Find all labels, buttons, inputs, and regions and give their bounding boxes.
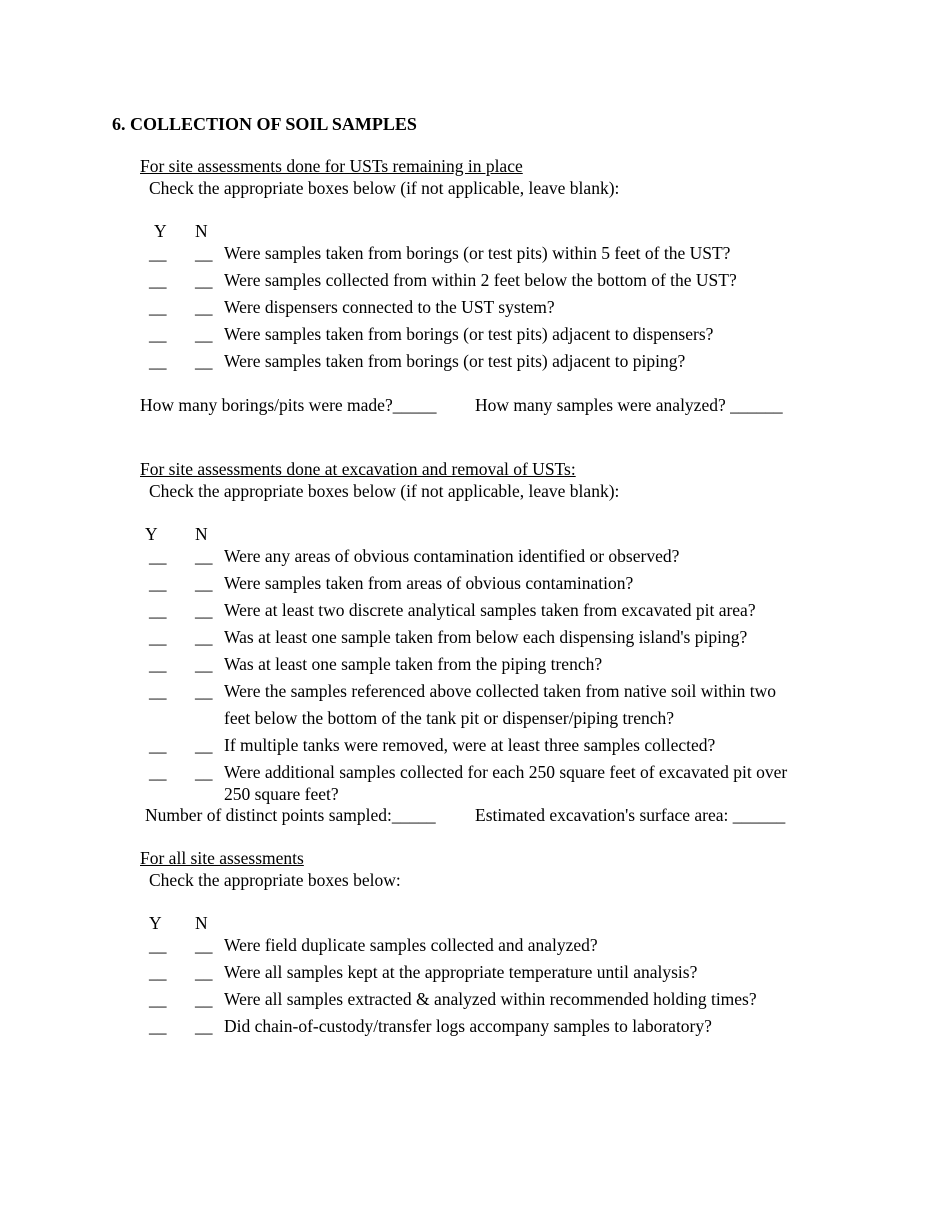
checkbox-y[interactable]: __ [149,1016,167,1036]
question-text: Did chain-of-custody/transfer logs accompany samples to laboratory? [224,1016,712,1036]
checkbox-y[interactable]: __ [149,600,167,620]
section-1-col-n: N [195,221,208,241]
checkbox-y[interactable]: __ [149,989,167,1009]
section-2-instruction: Check the appropriate boxes below (if not applicable, leave blank): [149,481,620,501]
checkbox-y[interactable]: __ [149,546,167,566]
section-2-col-n: N [195,524,208,544]
checkbox-y[interactable]: __ [149,762,167,782]
question-text: Were samples taken from areas of obvious contamination? [224,573,634,593]
checkbox-y[interactable]: __ [149,935,167,955]
checkbox-y[interactable]: __ [149,297,167,317]
question-text: Were at least two discrete analytical samples taken from excavated pit area? [224,600,756,620]
question-text: Were dispensers connected to the UST system? [224,297,555,317]
checkbox-y[interactable]: __ [149,243,167,263]
checkbox-y[interactable]: __ [149,681,167,701]
checkbox-n[interactable]: __ [195,297,213,317]
checkbox-y[interactable]: __ [149,627,167,647]
question-text: Were samples collected from within 2 feet below the bottom of the UST? [224,270,737,290]
section-3-col-y: Y [149,913,162,933]
checkbox-y[interactable]: __ [149,962,167,982]
checkbox-n[interactable]: __ [195,324,213,344]
question-text: Were samples taken from borings (or test pits) adjacent to dispensers? [224,324,714,344]
surface-area-field[interactable]: Estimated excavation's surface area: ______ [475,805,786,825]
question-text: If multiple tanks were removed, were at least three samples collected? [224,735,716,755]
checkbox-n[interactable]: __ [195,270,213,290]
question-text: Were the samples referenced above collected taken from native soil within two [224,681,777,701]
checkbox-y[interactable]: __ [149,270,167,290]
question-text: Were all samples extracted & analyzed within recommended holding times? [224,989,757,1009]
checkbox-n[interactable]: __ [195,735,213,755]
section-3-instruction: Check the appropriate boxes below: [149,870,401,890]
checkbox-n[interactable]: __ [195,600,213,620]
checkbox-y[interactable]: __ [149,654,167,674]
checkbox-n[interactable]: __ [195,989,213,1009]
checkbox-n[interactable]: __ [195,654,213,674]
checkbox-n[interactable]: __ [195,243,213,263]
page-title: 6. COLLECTION OF SOIL SAMPLES [112,114,417,134]
checkbox-n[interactable]: __ [195,546,213,566]
checkbox-n[interactable]: __ [195,762,213,782]
checkbox-n[interactable]: __ [195,351,213,371]
question-text-continued: feet below the bottom of the tank pit or dispenser/piping trench? [224,708,675,728]
question-text: Were field duplicate samples collected and analyzed? [224,935,598,955]
section-1-instruction: Check the appropriate boxes below (if not applicable, leave blank): [149,178,620,198]
section-1-title: For site assessments done for USTs remaining in place [140,156,523,176]
section-3-title: For all site assessments [140,848,304,868]
checkbox-n[interactable]: __ [195,935,213,955]
question-text: Were any areas of obvious contamination identified or observed? [224,546,680,566]
samples-analyzed-field[interactable]: How many samples were analyzed? ______ [475,395,783,415]
question-text: Was at least one sample taken from below each dispensing island's piping? [224,627,748,647]
question-text: Were samples taken from borings (or test pits) within 5 feet of the UST? [224,243,731,263]
section-2-title: For site assessments done at excavation and removal of USTs: [140,459,576,479]
checkbox-y[interactable]: __ [149,735,167,755]
checkbox-n[interactable]: __ [195,627,213,647]
question-text: Was at least one sample taken from the piping trench? [224,654,603,674]
question-text-continued: 250 square feet? [224,784,339,804]
checkbox-y[interactable]: __ [149,351,167,371]
borings-count-field[interactable]: How many borings/pits were made?_____ [140,395,437,415]
question-text: Were samples taken from borings (or test pits) adjacent to piping? [224,351,686,371]
checkbox-y[interactable]: __ [149,573,167,593]
checkbox-n[interactable]: __ [195,681,213,701]
question-text: Were all samples kept at the appropriate temperature until analysis? [224,962,698,982]
section-1-col-y: Y [154,221,167,241]
checkbox-n[interactable]: __ [195,573,213,593]
checkbox-n[interactable]: __ [195,962,213,982]
section-3-col-n: N [195,913,208,933]
section-2-col-y: Y [145,524,158,544]
checkbox-n[interactable]: __ [195,1016,213,1036]
points-sampled-field[interactable]: Number of distinct points sampled:_____ [145,805,436,825]
checkbox-y[interactable]: __ [149,324,167,344]
question-text: Were additional samples collected for each 250 square feet of excavated pit over [224,762,788,782]
